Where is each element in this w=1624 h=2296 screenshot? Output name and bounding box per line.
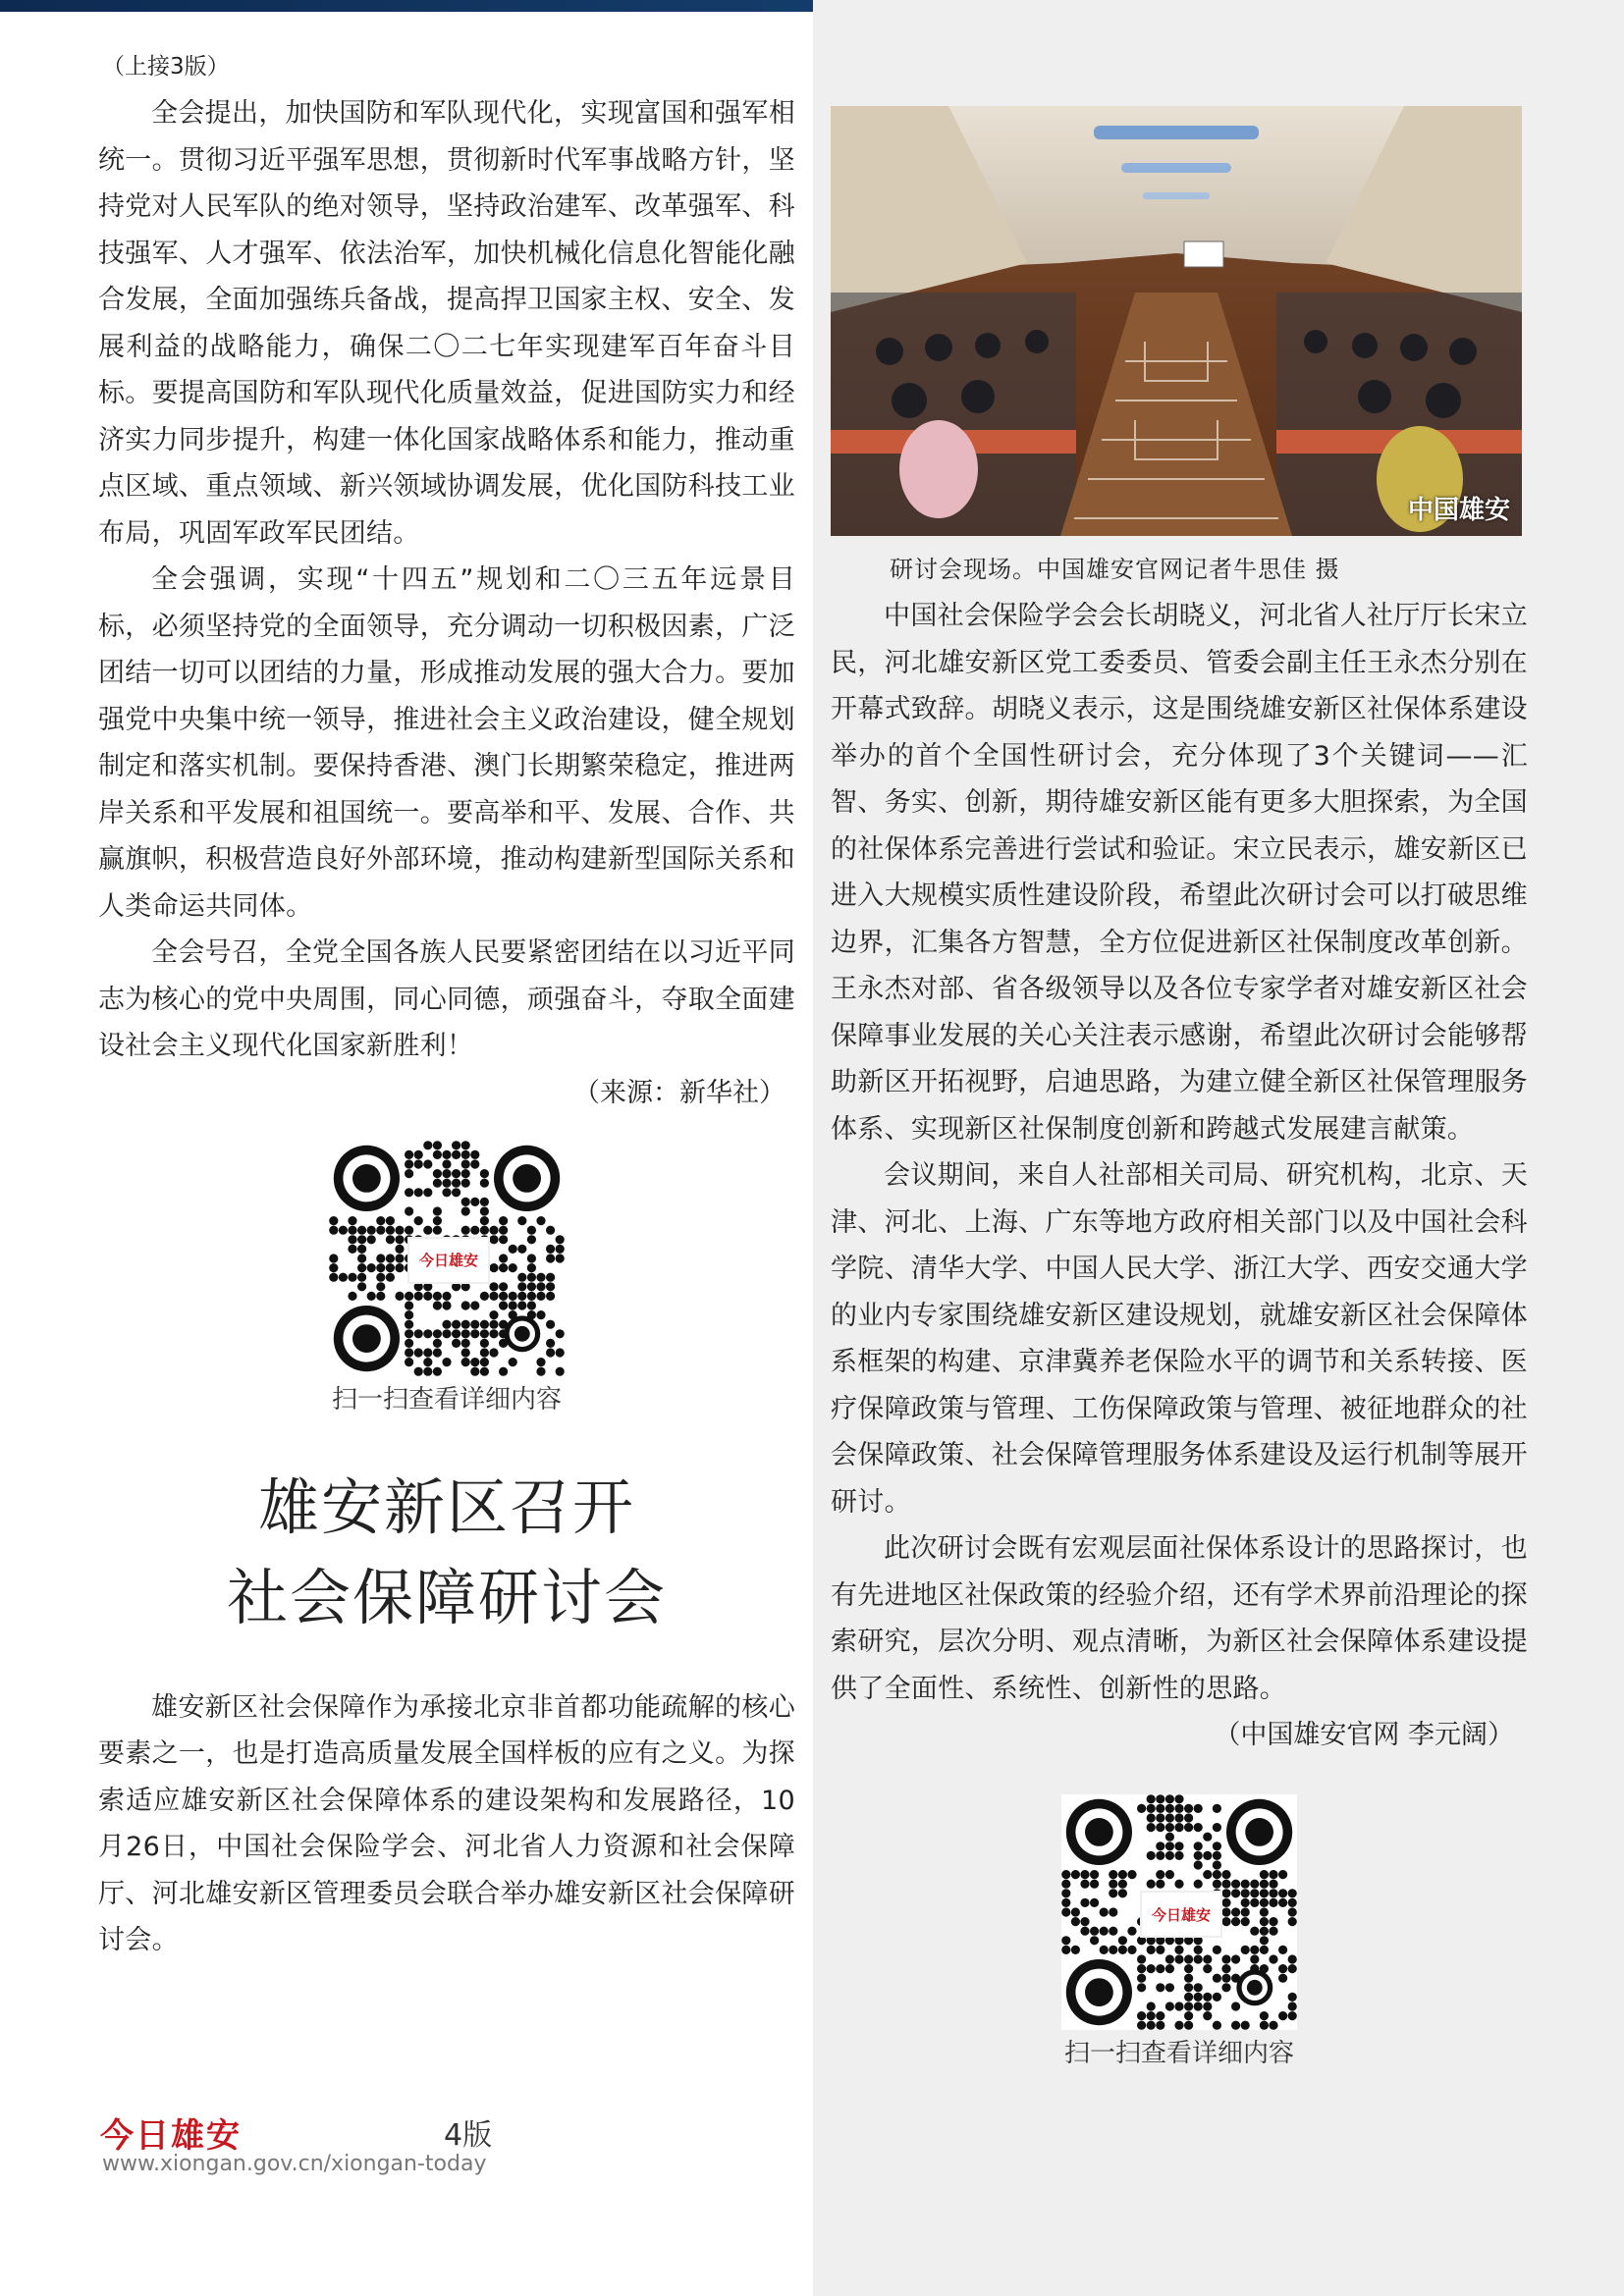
left-paragraph-2: 全会强调，实现“十四五”规划和二〇三五年远景目标，必须坚持党的全面领导，充分调动一切积极因素，广泛团结一切可以团结的力量，形成推动发展的强大合力。要加强党中央集中统一领导，推进社会主义政治建设，健全规划制定和落实机制。要保持香港、澳门长期繁荣稳定，推进两岸关系和平发展和祖国统一。要高举和平、发展、合作、共赢旗帜，积极营造良好外部环境，推动构建新型国际关系和人类命运共同体。 [98, 564, 795, 922]
article-headline [98, 1463, 795, 1643]
left-paragraph-1: 全会提出，加快国防和军队现代化，实现富国和强军相统一。贯彻习近平强军思想，贯彻新时代军事战略方针，坚持党对人民军队的绝对领导，坚持政治建军、改革强军、科技强军、人才强军、依法治军，加快机械化信息化智能化融合发展，全面加强练兵备战，提高捍卫国家主权、安全、发展利益的战略能力，确保二〇二七年实现建军百年奋斗目标。要提高国防和军队现代化质量效益，促进国防实力和经济实力同步提升，构建一体化国家战略体系和能力，推动重点区域、重点领域、新兴领域协调发展，优化国防科技工业布局，巩固军政军民团结。 [98, 98, 795, 549]
qr-badge-right: 今日雄安 [1140, 1891, 1222, 1938]
qr-block-right [831, 1794, 1528, 2073]
right-paragraph-1: 中国社会保险学会会长胡晓义，河北省人社厅厅长宋立民，河北雄安新区党工委委员、管委会副主任王永杰分别在开幕式致辞。胡晓义表示，这是围绕雄安新区社保体系建设举办的首个全国性研讨会，充分体现了3个关键词——汇智、务实、创新，期待雄安新区能有更多大胆探索，为全国的社保体系完善进行尝试和验证。宋立民表示，雄安新区已进入大规模实质性建设阶段，希望此次研讨会可以打破思维边界，汇集各方智慧，全方位促进新区社保制度改革创新。王永杰对部、省各级领导以及各位专家学者对雄安新区社会保障事业发展的关心关注表示感谢，希望此次研讨会能够帮助新区开拓视野，启迪思路，为建立健全新区社保管理服务体系、实现新区社保制度创新和跨越式发展建言献策。 [831, 601, 1528, 1145]
qr-badge-left: 今日雄安 [407, 1237, 490, 1284]
page-number: 4版 [444, 2118, 493, 2153]
continued-note: （上接3版） [102, 54, 230, 80]
headline-line-2: 社会保障研讨会 [226, 1561, 667, 1633]
footer-brand-logo: 今日雄安 [100, 2116, 242, 2156]
photo-caption: 研讨会现场。中国雄安官网记者牛思佳 摄 [890, 556, 1340, 583]
qr-code-right[interactable] [1061, 1794, 1297, 2030]
right-paragraph-2: 会议期间，来自人社部相关司局、研究机构，北京、天津、河北、上海、广东等地方政府相关部门以及中国社会科学院、清华大学、中国人民大学、浙江大学、西安交通大学的业内专家围绕雄安新区建设规划，就雄安新区社会保障体系框架的构建、京津冀养老保险水平的调节和关系转接、医疗保障政策与管理、工伤保障政策与管理、被征地群众的社会保障政策、社会保障管理服务体系建设及运行机制等展开研讨。 [831, 1160, 1528, 1518]
qr-caption-left: 扫一扫查看详细内容 [331, 1384, 562, 1415]
headline-line-1: 雄安新区召开 [257, 1470, 635, 1543]
right-column [831, 593, 1528, 2073]
left-paragraph-3: 全会号召，全党全国各族人民要紧密团结在以习近平同志为核心的党中央周围，同心同德，顽强奋斗，夺取全面建设社会主义现代化国家新胜利！ [98, 937, 795, 1061]
right-source: （中国雄安官网 李元阔） [1214, 1720, 1514, 1750]
photo-watermark: 中国雄安 [1407, 496, 1510, 525]
qr-caption-right: 扫一扫查看详细内容 [1063, 2039, 1294, 2068]
left-column [98, 47, 795, 1964]
left-source: （来源：新华社） [573, 1077, 785, 1108]
right-paragraph-3: 此次研讨会既有宏观层面社保体系设计的思路探讨，也有先进地区社保政策的经验介绍，还有学术界前沿理论的探索研究，层次分明、观点清晰，为新区社会保障体系建设提供了全面性、系统性、创新性的思路。 [831, 1533, 1528, 1704]
qr-block-left [98, 1141, 795, 1419]
conference-room-image [831, 106, 1522, 536]
conference-photo [831, 106, 1522, 536]
article-intro: 雄安新区社会保障作为承接北京非首都功能疏解的核心要素之一，也是打造高质量发展全国样板的应有之义。为探索适应雄安新区社会保障体系的建设架构和发展路径，10月26日，中国社会保险学会、河北省人力资源和社会保障厅、河北雄安新区管理委员会联合举办雄安新区社会保障研讨会。 [98, 1691, 795, 1955]
footer-url[interactable]: www.xiongan.gov.cn/xiongan-today [102, 2152, 487, 2176]
qr-code-left[interactable] [329, 1141, 565, 1376]
